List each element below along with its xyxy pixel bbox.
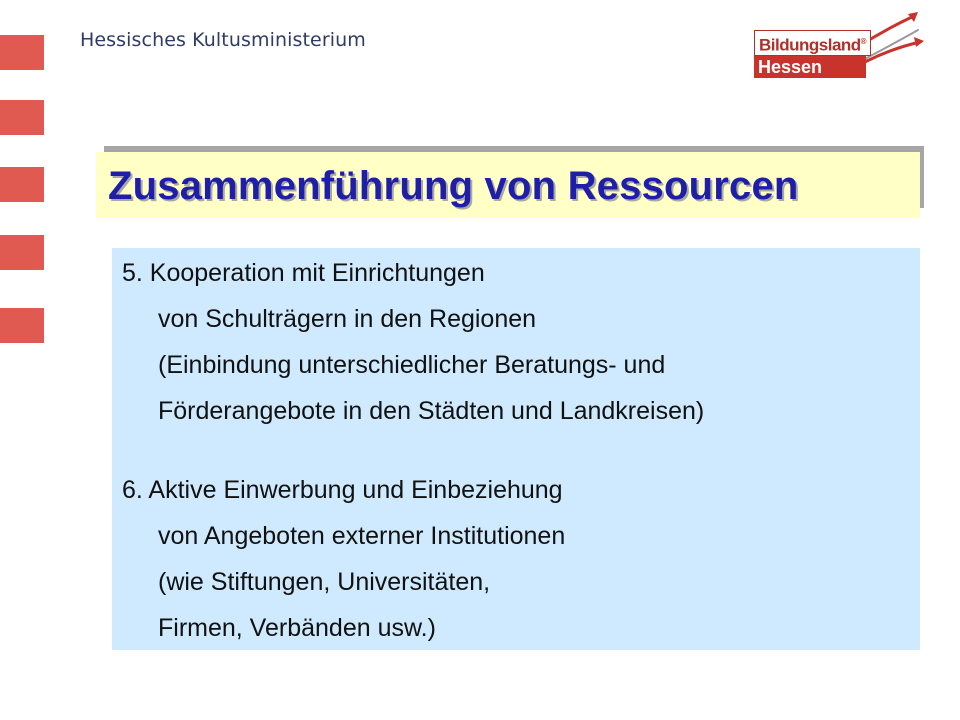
- list-item-6-line-4: Firmen, Verbänden usw.): [158, 614, 436, 642]
- list-item-6: [122, 467, 565, 651]
- logo-registered-mark: ®: [860, 37, 867, 46]
- bildungsland-hessen-logo: [754, 8, 924, 78]
- side-bar-2: [0, 100, 44, 135]
- list-item-6-line-3: (wie Stiftungen, Universitäten,: [158, 568, 491, 596]
- list-item-5-line-4: Förderangebote in den Städten und Landkreisen): [158, 397, 705, 425]
- list-item-6-line-2: von Angeboten externer Institutionen: [158, 522, 566, 550]
- side-bar-1: [0, 35, 44, 70]
- side-bar-4: [0, 235, 44, 270]
- side-bar-5: [0, 308, 44, 343]
- logo-text-top: [754, 30, 871, 56]
- list-item-6-line-1: 6. Aktive Einwerbung und Einbeziehung: [122, 476, 563, 504]
- side-bar-3: [0, 167, 44, 202]
- logo-text-hessen: Hessen: [754, 56, 866, 78]
- logo-text-bildungsland: Bildungsland: [759, 35, 861, 55]
- list-item-5-line-1: 5. Kooperation mit Einrichtungen: [122, 259, 485, 287]
- list-item-5-line-2: von Schulträgern in den Regionen: [158, 305, 537, 333]
- list-item-5: [122, 250, 704, 434]
- list-item-5-line-3: (Einbindung unterschiedlicher Beratungs- und: [158, 351, 666, 379]
- ministry-name: Hessisches Kultusministerium: [80, 29, 366, 51]
- slide-title: Zusammenführung von Ressourcen: [108, 164, 799, 208]
